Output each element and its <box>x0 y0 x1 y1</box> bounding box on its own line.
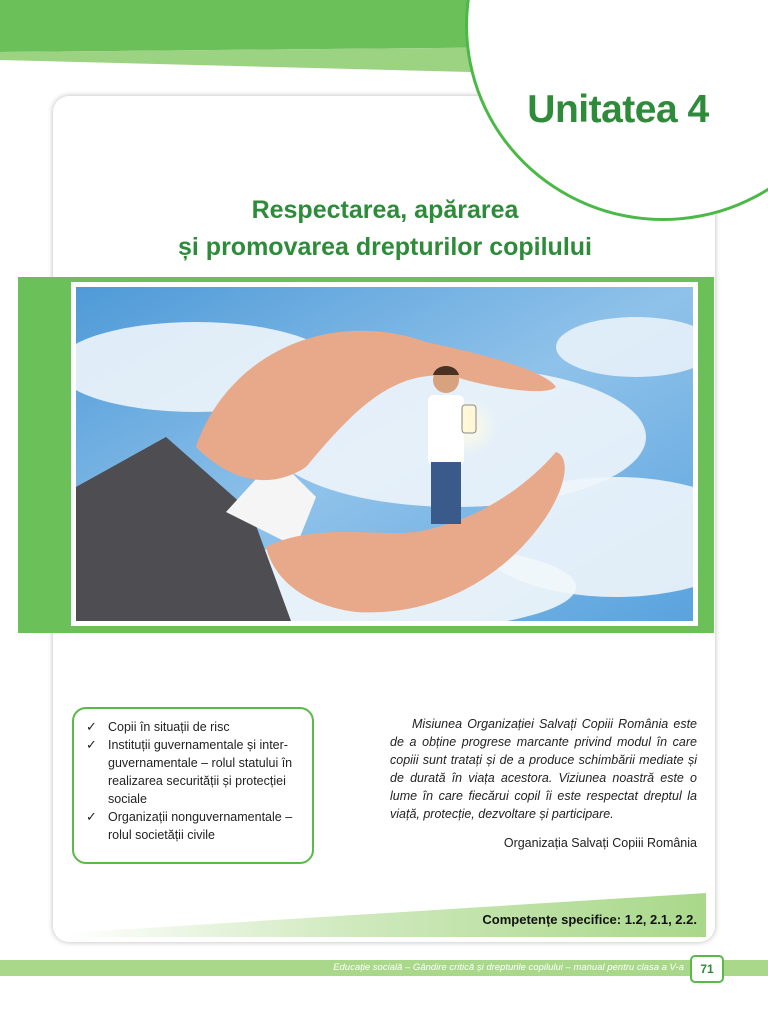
topic-text: Instituții guvernamentale și inter-guvernamentale – rolul statului în realizarea securității și protecției sociale <box>108 738 293 806</box>
mission-quote: Misiunea Organizației Salvați Copiii România este de a obține progrese marcante privind modul în care copiii sunt tratați și de a produce schimbării mediate și de durată în viața acestora. Viziunea noastră este o lume în care fiecărui copil îi este respectat dreptul la viață, protecție, dezvoltare și participare. <box>390 717 697 821</box>
photo-illustration <box>76 287 693 621</box>
unit-title: Unitatea 4 <box>527 88 709 131</box>
check-icon: ✓ <box>86 719 97 734</box>
topic-text: Copii în situații de risc <box>108 720 230 734</box>
topics-box <box>72 707 314 864</box>
lesson-title-line1: Respectarea, apărarea <box>251 196 519 224</box>
page-number: 71 <box>690 955 724 983</box>
footer-text: Educație socială – Gândire critică și drepturile copilului – manual pentru clasa a V-a <box>333 962 684 973</box>
topic-item <box>86 718 302 736</box>
competences-text: Competențe specifice: 1.2, 2.1, 2.2. <box>482 912 697 927</box>
topic-item <box>86 736 302 808</box>
lesson-title <box>150 192 620 266</box>
lesson-title-line2: și promovarea drepturilor copilului <box>178 233 592 261</box>
topic-text: Organizații nonguvernamentale – rolul societății civile <box>108 810 293 842</box>
illustration-photo <box>76 287 693 621</box>
quote-author: Organizația Salvați Copiii România <box>503 836 697 850</box>
check-icon: ✓ <box>86 737 97 752</box>
topic-item <box>86 808 302 844</box>
check-icon: ✓ <box>86 809 97 824</box>
